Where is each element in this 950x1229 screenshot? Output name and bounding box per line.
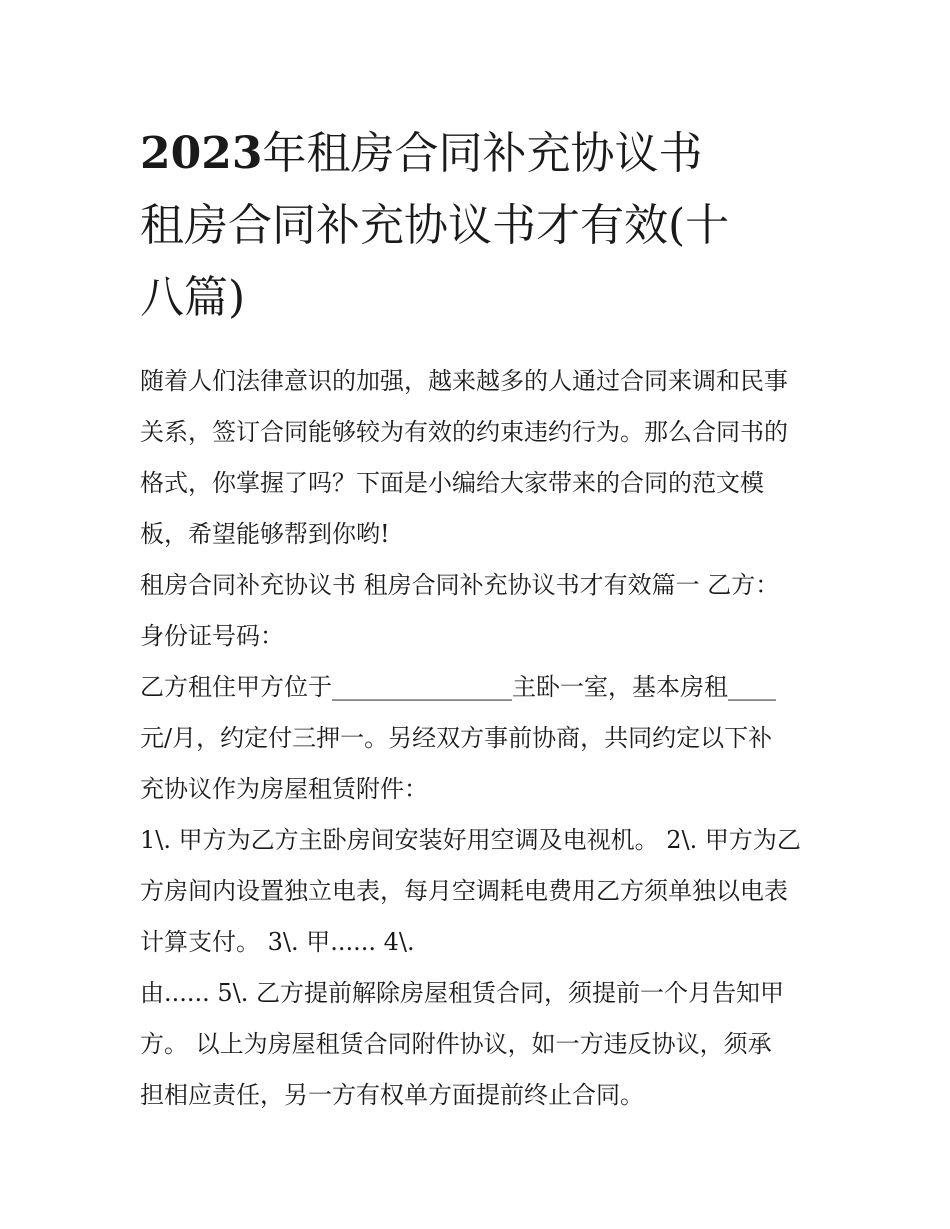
text-line: 随着人们法律意识的加强，越来越多的人通过合同来调和民事 <box>140 367 788 395</box>
paragraph-clauses-2 <box>140 968 820 1121</box>
paragraph-intro <box>140 356 820 560</box>
paragraph-rental-terms <box>140 662 820 815</box>
document-body <box>140 356 820 1121</box>
title-line-3: 八篇) <box>140 272 246 323</box>
title-line-2: 租房合同补充协议书才有效(十 <box>140 200 730 251</box>
text-line: 计算支付。 3\. 甲...... 4\. <box>140 928 415 956</box>
title-year: 2023 <box>140 128 263 179</box>
text-line: 元/月，约定付三押一。另经双方事前协商，共同约定以下补 <box>140 724 773 752</box>
text-line: 乙方租住甲方位于_______________主卧一室，基本房租____ <box>140 673 776 701</box>
title-line-1 <box>140 118 820 190</box>
text-line: 方房间内设置独立电表，每月空调耗电费用乙方须单独以电表 <box>140 877 788 905</box>
paragraph-clauses-1 <box>140 815 820 968</box>
text-line: 方。 以上为房屋租赁合同附件协议，如一方违反协议，须承 <box>140 1030 772 1058</box>
text-line: 租房合同补充协议书 租房合同补充协议书才有效篇一 乙方： <box>140 571 780 599</box>
text-line: 格式，你掌握了吗？下面是小编给大家带来的合同的范文模 <box>140 469 764 497</box>
title-line-1-text: 年租房合同补充协议书 <box>262 128 703 179</box>
text-line: 由...... 5\. 乙方提前解除房屋租赁合同，须提前一个月告知甲 <box>140 979 785 1007</box>
text-line: 关系，签订合同能够较为有效的约束违约行为。那么合同书的 <box>140 418 788 446</box>
document-title <box>140 118 820 334</box>
text-line: 1\. 甲方为乙方主卧房间安装好用空调及电视机。 2\. 甲方为乙 <box>140 826 801 854</box>
text-line: 充协议作为房屋租赁附件： <box>140 775 428 803</box>
paragraph-heading-party <box>140 560 820 662</box>
text-line: 板，希望能够帮到你哟! <box>140 520 390 548</box>
text-line: 身份证号码： <box>140 622 284 650</box>
text-line: 担相应责任，另一方有权单方面提前终止合同。 <box>140 1081 644 1109</box>
